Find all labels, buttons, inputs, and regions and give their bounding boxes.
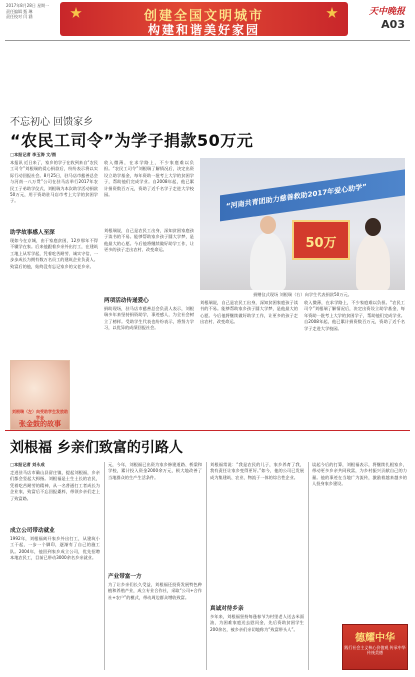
story1-col2-text: 收入微薄，在求学路上，不少家庭难以负担。“农民工司令”刘根瑞了解情况后，决定出资设立助学基金，每年资助一批考上大学的贫困学子，帮助他们完成学业。自2008年起，他已累计捐资数百万元，资助了近千名学子走进大学校园。	[104, 160, 194, 198]
donation-board	[292, 220, 350, 260]
portrait-photo	[10, 360, 70, 430]
story2-col3-text: 刘根福常说：“我是农民的儿子，家乡养育了我，我有责任让家乡变得更好。”如今，他的公司已发展成为集建筑、农业、物流于一体的综合性企业。	[210, 462, 304, 480]
story2-col2-text: 元，今年，刘根福已出资为家乡修建道路、桥梁和学校，累计投入资金2000余万元，极大地改善了当地群众的生产生活条件。	[108, 462, 202, 480]
story1-col1-text2: 现如今在京城，由于家庭贫困，12岁那年不得不辍学在家。后来他跟着乡亲外出打工，在建筑工地上从零学起，凭着吃苦耐劳、诚实守信，一步步成长为拥有数万名员工的建筑企业负责人。致富后的他，始终没有忘记家乡的父老乡亲。	[10, 238, 98, 269]
story2-col2-subhead: 产业带富一方	[108, 574, 142, 580]
proofreader-credit: 责任校对 闫 涵	[6, 14, 33, 20]
student-figure	[356, 234, 390, 290]
story2-headline: 刘根福 乡亲们致富的引路人	[10, 440, 183, 456]
header-divider	[5, 40, 410, 41]
banner-line-2: 构建和谐美好家园	[147, 23, 260, 37]
story2-col3-text2: 多年来，刘根福坚持每逢春节为村里老人送去米面油，为困难家庭送去慰问金，先后资助贫困学生200余名，被乡亲们亲切地称为“致富带头人”。	[210, 614, 304, 632]
donation-amount: 50万	[305, 236, 337, 251]
story1-col2-text3: 捐助现场，驻马店市慈善总会负责人表示，刘根瑞多年来坚持捐资助学，事迹感人，为全社会树立了榜样。受助学生代表也纷纷表示，将努力学习，以优异的成绩回报社会。	[104, 306, 194, 331]
story1-col4-text: 收入微薄，在求学路上，不少家庭难以负担。“农民工司令”刘根瑞了解情况后，决定出资设立助学基金，每年资助一批考上大学的贫困学子，帮助他们完成学业。自2008年起，他已累计捐资数百万元，资助了近千名学子走进大学校园。	[304, 300, 405, 331]
story2-col1-subhead: 成立公司带动就业	[10, 528, 55, 534]
story2-col2-text2: 为了让乡亲们长久受益，刘根福还投资发展特色种植和养殖产业，成立专业合作社，采取“公司+合作社+农户”的模式，带动周边群众增收致富。	[108, 582, 202, 600]
story2-col1-text: 走进驻马店市确山县留庄镇，提起刘根福，乡亲们都会竖起大拇指。刘根福是土生土长的农民，凭着吃苦耐劳的精神，从一名普通打工者成长为企业家，致富后不忘回报桑梓，带领乡亲们走上了致富路。	[10, 470, 100, 501]
masthead-meta	[6, 3, 49, 20]
student-head	[365, 218, 381, 236]
backdrop-text: “河南共青团助力慈善救助2017年爱心助学”	[226, 182, 367, 211]
story2-col1-text2: 1992年，刘根福离开家乡外出打工，从建筑小工干起，一步一个脚印，逐渐有了自己的施工队。2004年，他回到家乡成立公司，优先招聘本地农民工，目前已带动3000余名乡亲就业。	[10, 536, 100, 561]
section-divider	[5, 430, 410, 431]
column-rule	[308, 462, 309, 670]
story1-col2-text2: 刘根瑞说，自己是农民工出身，深知贫困家庭孩子读书的不易。能够帮助家乡孩子圆大学梦，是他最大的心愿。今后他将继续做好助学工作，让更多的孩子走出农村、改变命运。	[104, 228, 194, 253]
civilized-city-banner	[60, 2, 348, 36]
portrait-caption: 刘根瑞（左）向受助学生发放助学金	[12, 409, 68, 420]
newspaper-logo: 天中晚报	[368, 7, 405, 17]
donor-head	[260, 216, 276, 234]
ad-title: 德耀中华	[355, 633, 395, 644]
story2-byline: □本报记者 刘永成	[10, 462, 45, 467]
public-service-ad	[342, 624, 408, 670]
ad-subtitle: 践行社会主义核心价值观 传承中华传统美德	[344, 645, 406, 655]
page-number: A03	[381, 18, 405, 31]
story1-headline: “农民工司令”为学子捐款50万元	[10, 131, 254, 150]
story1-col1-subhead: 助学故事感人至深	[10, 230, 55, 236]
banner-line-1: 创建全国文明城市	[143, 9, 264, 24]
issue-date: 2017年8月28日 星期一	[6, 3, 50, 8]
story1-col2-subhead: 两项活动传递爱心	[104, 298, 149, 304]
donation-ceremony-photo	[200, 158, 405, 290]
story1-col3-text: 刘根瑞说，自己是农民工出身，深知贫困家庭孩子读书的不易。能够帮助家乡孩子圆大学梦，是他最大的心愿。今后他将继续做好助学工作，让更多的孩子走出农村、改变命运。	[200, 300, 298, 325]
story2-col3-subhead: 真诚对待乡亲	[210, 606, 244, 612]
story1-kicker: 不忘初心 回馈家乡	[10, 117, 94, 128]
photo-caption: 捐赠仪式现场 刘根瑞（右）向学生代表捐款50万元。	[253, 292, 352, 297]
story1-byline: □本报记者 李玉涛 文/图	[10, 152, 57, 157]
event-backdrop	[220, 169, 405, 222]
column-rule	[104, 462, 105, 670]
editor-credit: 责任编辑 甄 琳	[6, 8, 33, 14]
portrait-tag: 张金鼓的故事	[19, 420, 61, 428]
story2-col4-text: 谈起今后的打算，刘根福表示，将继续扎根家乡，带动更多乡亲共同致富，为乡村振兴贡献自己的力量。他的事迹在当地广为流传，激励着越来越多的人投身家乡建设。	[312, 462, 407, 487]
donor-figure	[250, 232, 286, 290]
column-rule	[206, 462, 207, 670]
story1-col1-text: 本报讯 近日来了，家乡的学子在收到来自“农民工司令”刘根瑞的爱心捐款后，纷纷表示将以实际行动回报社会。8月25日，驻马店市慈善总会与河南一八万贯”公司在驻马店举行2017年农民工子弟助学仪式，刘根瑞为本次助学活动捐款50万元，用于资助驻马店市考上大学的贫困学子。	[10, 160, 98, 204]
